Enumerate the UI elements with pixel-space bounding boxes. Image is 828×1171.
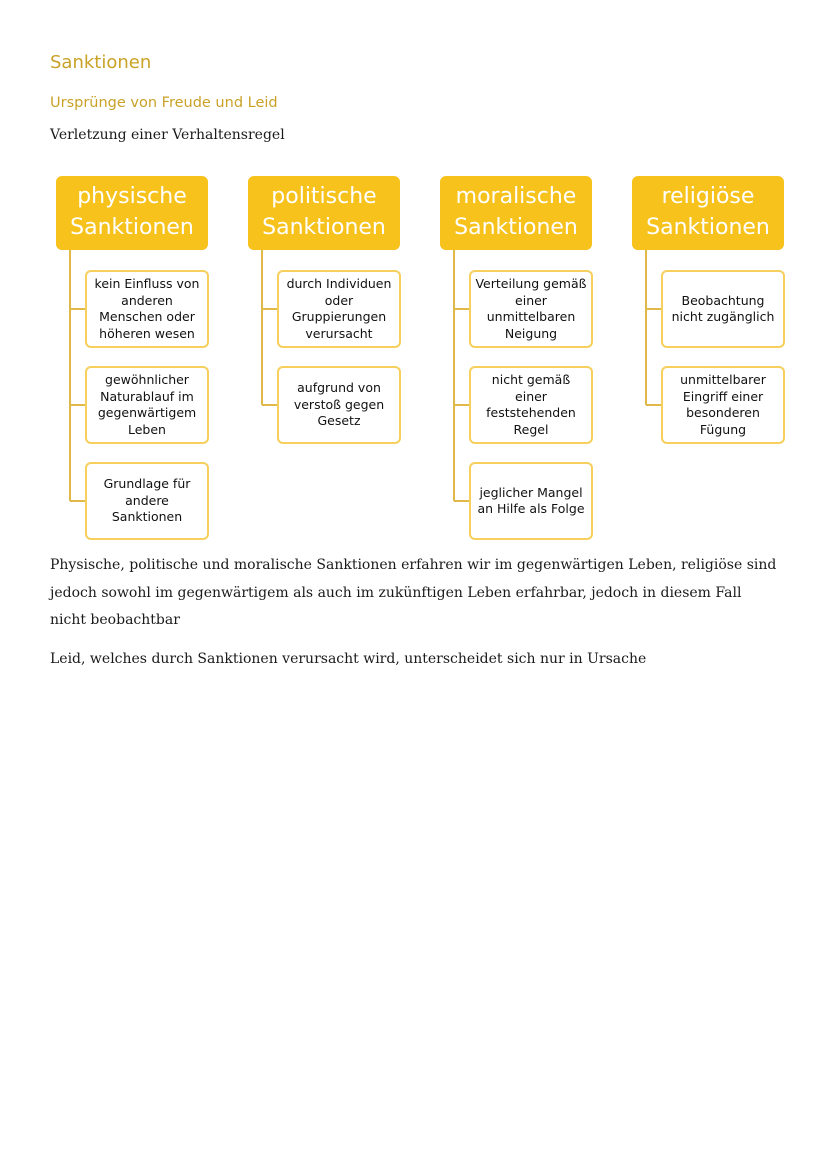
head-politische-sanktionen [248,176,400,250]
list-item: gewöhnlicher Naturablauf im gegenwärtigem Leben [85,366,209,444]
connector-line [261,250,263,405]
sanctions-diagram [0,0,828,560]
head-physische-sanktionen [56,176,208,250]
connector-line [453,250,455,501]
head-line: politische [271,184,377,209]
head-line: moralische [455,184,577,209]
connector-tick [70,308,86,310]
body-paragraph: Physische, politische und moralische Sanktionen erfahren wir im gegenwärtigen Leben, religiöse sind jedoch sowohl im gegenwärtigem als auch im zukünftigen Leben erfahrbar, jedoch in diesem Fall nicht beobachtbar [50,557,777,628]
connector-tick [262,404,278,406]
connector-tick [70,404,86,406]
connector-tick [646,404,662,406]
head-religioese-sanktionen [632,176,784,250]
head-line: physische [77,184,187,209]
page-title: Sanktionen [50,52,152,73]
connector-tick [454,500,470,502]
connector-line [69,250,71,501]
list-item: jeglicher Mangel an Hilfe als Folge [469,462,593,540]
body-paragraph: Leid, welches durch Sanktionen verursacht wird, unterscheidet sich nur in Ursache [50,651,647,667]
head-moralische-sanktionen [440,176,592,250]
head-line: Sanktionen [262,215,386,240]
list-item: Grundlage für andere Sanktionen [85,462,209,540]
head-line: Sanktionen [454,215,578,240]
list-item: nicht gemäß einer feststehenden Regel [469,366,593,444]
lead-text: Verletzung einer Verhaltensregel [50,127,285,143]
head-line: Sanktionen [646,215,770,240]
list-item: durch Individuen oder Gruppierungen verursacht [277,270,401,348]
list-item: Verteilung gemäß einer unmittelbaren Neigung [469,270,593,348]
head-line: Sanktionen [70,215,194,240]
connector-tick [454,404,470,406]
head-line: religiöse [661,184,755,209]
list-item: aufgrund von verstoß gegen Gesetz [277,366,401,444]
connector-tick [70,500,86,502]
list-item: unmittelbarer Eingriff einer besonderen Fügung [661,366,785,444]
connector-tick [454,308,470,310]
connector-line [645,250,647,405]
list-item: kein Einfluss von anderen Menschen oder höheren wesen [85,270,209,348]
section-subtitle: Ursprünge von Freude und Leid [50,95,278,111]
connector-tick [262,308,278,310]
connector-tick [646,308,662,310]
list-item: Beobachtung nicht zugänglich [661,270,785,348]
